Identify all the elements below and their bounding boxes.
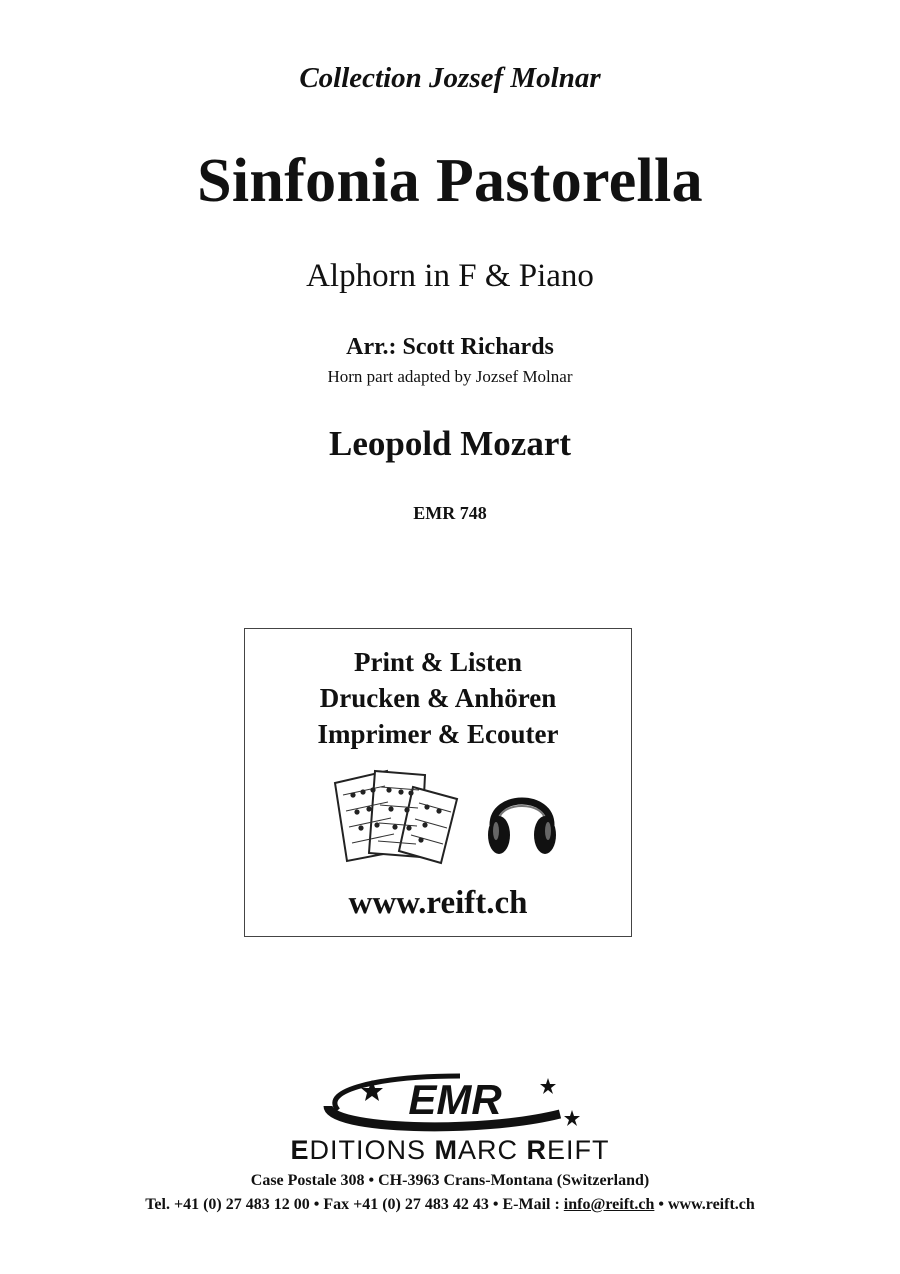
arranger: Arr.: Scott Richards	[346, 334, 554, 360]
publisher-name-part: ARC	[458, 1135, 527, 1165]
catalog-number: EMR 748	[413, 503, 487, 523]
promo-line-de: Drucken & Anhören	[319, 683, 557, 713]
composer: Leopold Mozart	[328, 424, 572, 463]
publisher-name-part: DITIONS	[309, 1135, 435, 1165]
website-link[interactable]: www.reift.ch	[348, 885, 528, 921]
promo-line-en: Print & Listen	[354, 647, 522, 677]
publisher-contact	[0, 1196, 900, 1214]
contact-phone-fax: Tel. +41 (0) 27 483 12 00 • Fax +41 (0) 27 483 42 43 • E-Mail :	[145, 1196, 564, 1213]
piece-title: Sinfonia Pastorella	[197, 147, 703, 215]
email-link[interactable]: info@reift.ch	[563, 1196, 655, 1213]
sheet-music-icon	[329, 765, 469, 865]
adaptation-note: Horn part adapted by Jozsef Molnar	[327, 367, 573, 386]
instrumentation: Alphorn in F & Piano	[306, 258, 594, 294]
headphones-icon	[485, 779, 559, 859]
publisher-name-initial-e: E	[290, 1135, 310, 1165]
publisher-name-part: EIFT	[547, 1135, 610, 1165]
publisher-address: Case Postale 308 • CH-3963 Crans-Montana (Switzerland)	[250, 1172, 650, 1189]
publisher-name-initial-m: M	[434, 1135, 458, 1165]
logo-text: EMR	[408, 1076, 502, 1123]
collection-name: Collection Jozsef Molnar	[299, 62, 601, 94]
emr-logo	[310, 1068, 590, 1138]
publisher-name-initial-r: R	[526, 1135, 548, 1165]
contact-website[interactable]: • www.reift.ch	[654, 1196, 755, 1213]
publisher-name	[0, 1135, 900, 1166]
print-listen-box	[244, 628, 632, 937]
promo-line-fr: Imprimer & Ecouter	[317, 719, 559, 749]
